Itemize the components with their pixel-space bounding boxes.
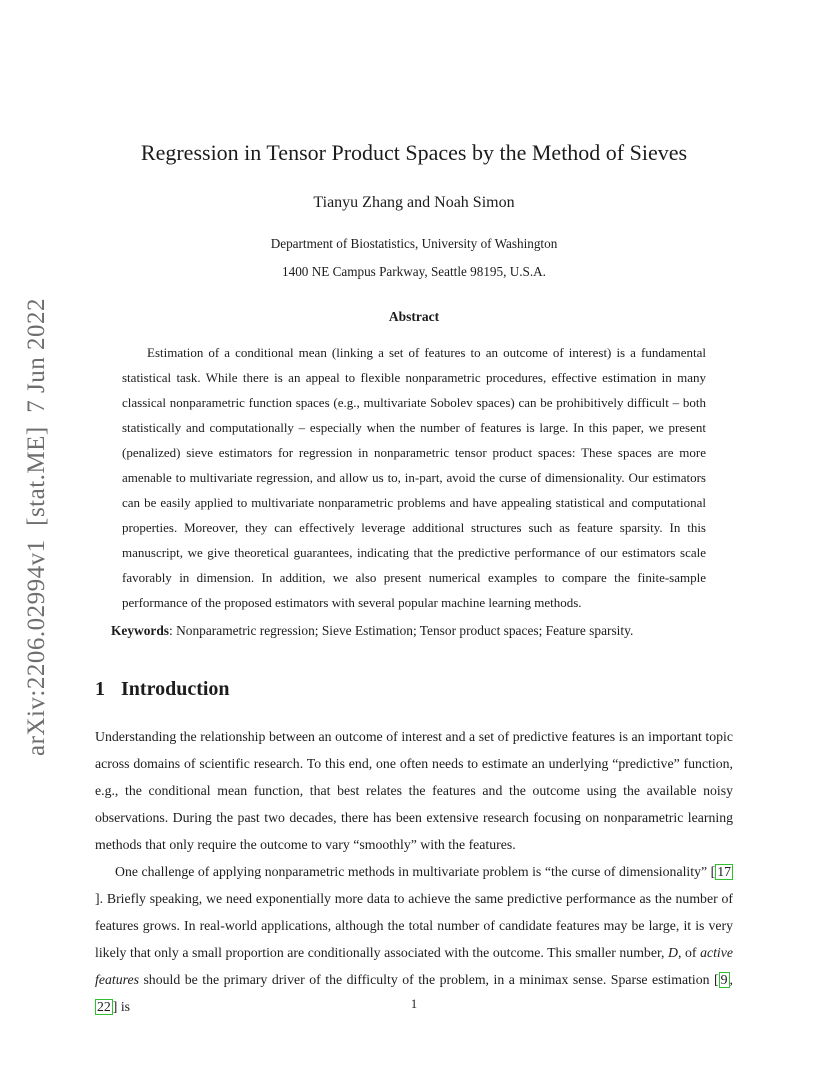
italic-active-features: active features — [95, 945, 733, 987]
keywords-line — [111, 618, 706, 643]
intro-p2-text: ] is — [112, 999, 131, 1014]
variable-D: D — [668, 945, 678, 960]
intro-paragraph-1: Understanding the relationship between an outcome of interest and a set of predictive features is an important topic across domains of scientific research. To this end, one often needs to estimate an underlying “predictive” function, e.g., the conditional mean function, that best relates the features and the outcome using the available noisy observations. During the past two decades, there has been extensive research focusing on nonparametric learning methods that only require the outcome to vary “smoothly” with the features. — [95, 729, 733, 852]
paper-authors: Tianyu Zhang and Noah Simon — [313, 194, 515, 211]
section-heading-introduction — [95, 677, 733, 701]
intro-p2-text: ]. Briefly speaking, we need exponentially more data to achieve the same predictive performance as the number of features grows. In real-world applications, although the total number of candidate features may be large, it is very likely that only a small proportion are conditionally associated with the outcome. This smaller number, — [95, 891, 733, 960]
paper-address: 1400 NE Campus Parkway, Seattle 98195, U.S.A. — [282, 264, 546, 279]
citation-link-22[interactable]: 22 — [97, 999, 111, 1014]
abstract-heading: Abstract — [388, 309, 440, 324]
section-title: Introduction — [121, 678, 230, 700]
paper-title: Regression in Tensor Product Spaces by the Method of Sieves — [140, 140, 688, 165]
intro-p2-text: , — [729, 972, 733, 987]
abstract-text: Estimation of a conditional mean (linking a set of features to an outcome of interest) is a fundamental statistical task. While there is an appeal to flexible nonparametric procedures, effective estimation in many classical nonparametric function spaces (e.g., multivariate Sobolev spaces) can be prohibitively difficult – both statistically and computationally – especially when the number of features is large. In this paper, we present (penalized) sieve estimators for regression in nonparametric tensor product spaces: These spaces are more amenable to multivariate regression, and allow us to, in-part, avoid the curse of dimensionality. Our estimators can be easily applied to multivariate nonparametric problems and have appealing statistical and computational properties. Moreover, they can effectively leverage additional structures such as feature sparsity. In this manuscript, we give theoretical guarantees, indicating that the predictive performance of our estimators scale favorably in dimension. In addition, we also present numerical examples to compare the finite-sample performance of the proposed estimators with several popular machine learning methods. — [122, 345, 706, 610]
page-number: 1 — [410, 997, 418, 1011]
citation-link-9[interactable]: 9 — [720, 972, 728, 987]
keywords-text: : Nonparametric regression; Sieve Estimation; Tensor product spaces; Feature sparsity. — [169, 623, 634, 638]
arxiv-watermark: arXiv:2206.02994v1 [stat.ME] 7 Jun 2022 — [23, 298, 50, 756]
paper-affiliation: Department of Biostatistics, University of Washington — [270, 236, 558, 251]
intro-p2-text: One challenge of applying nonparametric methods in multivariate problem is “the curse of dimensionality” [ — [115, 864, 716, 879]
intro-p2-text: should be the primary driver of the difficulty of the problem, in a minimax sense. Sparse estimation [ — [138, 972, 719, 987]
intro-p2-text: , of — [677, 945, 701, 960]
intro-paragraph-2 — [95, 858, 733, 1020]
section-number: 1 — [95, 678, 105, 700]
keywords-label: Keywords — [111, 623, 170, 638]
citation-link-17[interactable]: 17 — [717, 864, 731, 879]
paper-content — [95, 0, 733, 1020]
